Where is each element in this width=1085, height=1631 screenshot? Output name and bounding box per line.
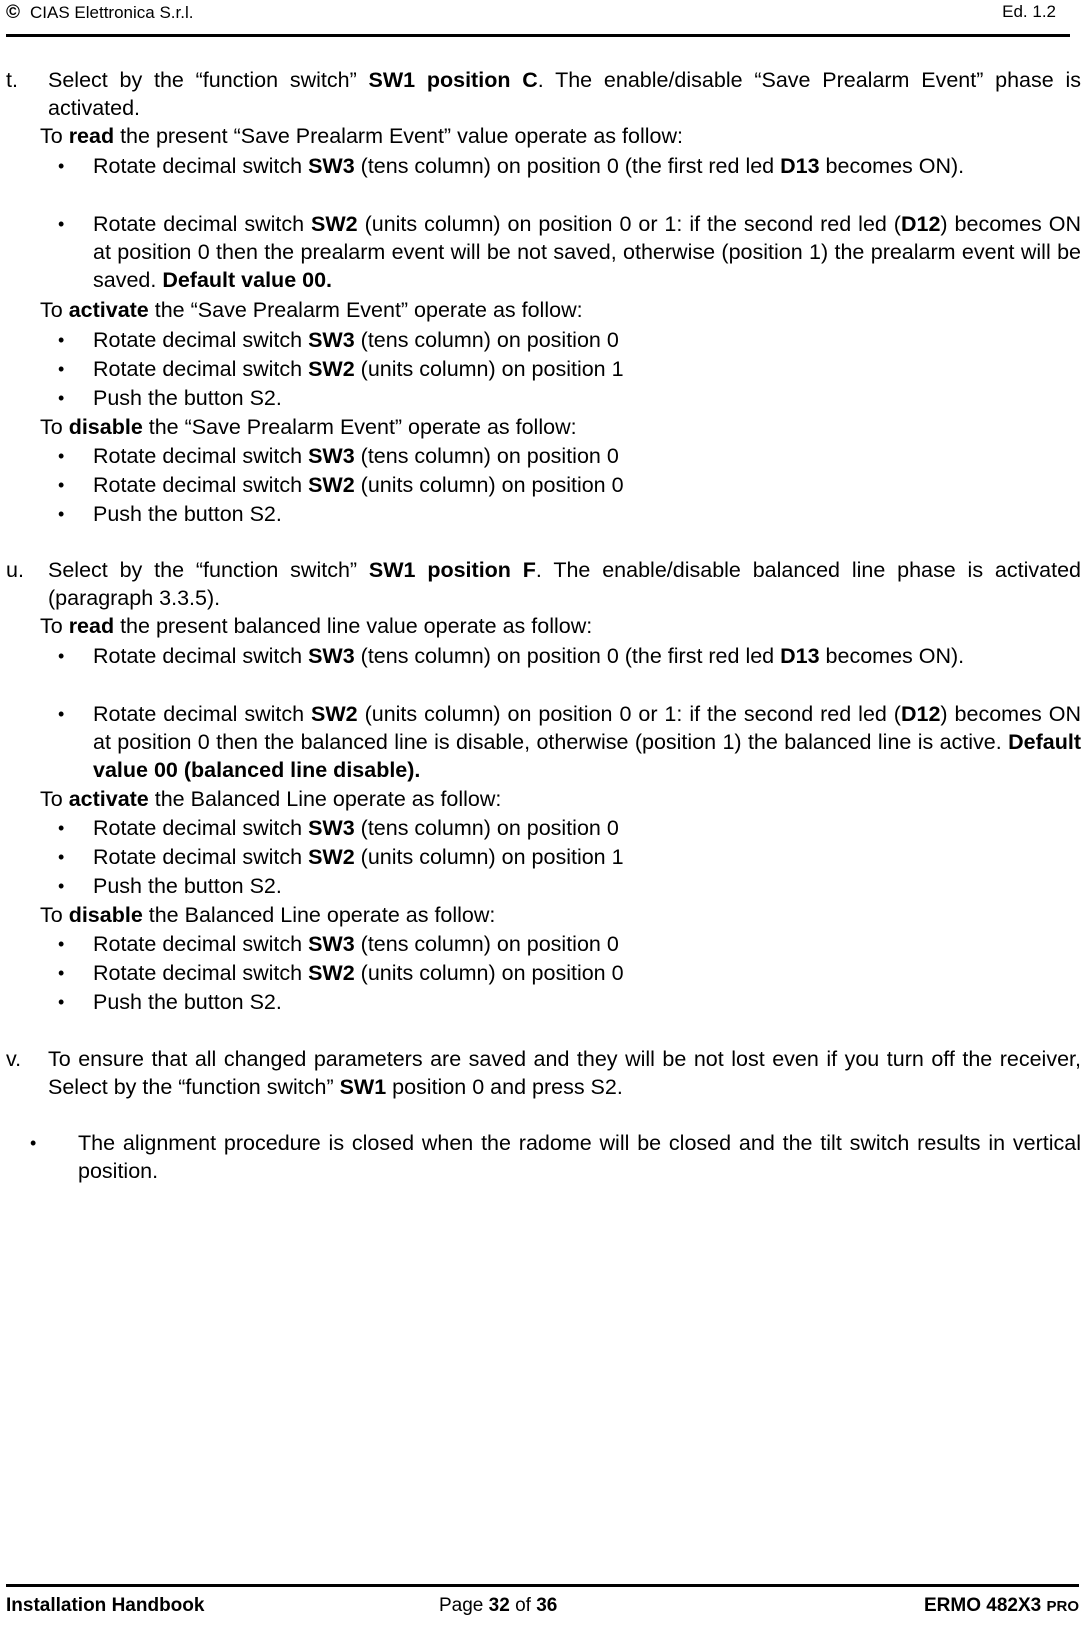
section-u-intro: Select by the “function switch” SW1 position F. The enable/disable balanced line phase is activated (paragraph 3.3.5). bbox=[48, 558, 1081, 610]
section-t-disable-step-1: Rotate decimal switch SW3 (tens column) on position 0 bbox=[93, 444, 619, 468]
section-u-activate-step-1: Rotate decimal switch SW3 (tens column) on position 0 bbox=[93, 816, 619, 840]
bullet-icon: • bbox=[58, 156, 65, 176]
page-header bbox=[6, 0, 1070, 37]
bullet-icon: • bbox=[58, 214, 65, 234]
bullet-icon: • bbox=[58, 388, 65, 408]
bullet-icon: • bbox=[58, 359, 65, 379]
section-t-read-heading: To read the present “Save Prealarm Event” value operate as follow: bbox=[40, 124, 683, 148]
bullet-icon: • bbox=[58, 704, 65, 724]
bullet-icon: • bbox=[58, 818, 65, 838]
closing-text: The alignment procedure is closed when the radome will be closed and the tilt switch results in vertical position. bbox=[78, 1131, 1081, 1183]
bullet-icon: • bbox=[58, 963, 65, 983]
section-u-disable-step-3: Push the button S2. bbox=[93, 990, 282, 1014]
section-t-read-step-2: Rotate decimal switch SW2 (units column) on position 0 or 1: if the second red led (D12) becomes ON at position 0 then the prealarm event will be not saved, otherwise (position 1) the prealarm event will be saved. Default value 00. bbox=[93, 212, 1081, 292]
section-u-disable-step-2: Rotate decimal switch SW2 (units column) on position 0 bbox=[93, 961, 624, 985]
company-name bbox=[6, 2, 193, 24]
section-u-activate-step-3: Push the button S2. bbox=[93, 874, 282, 898]
bullet-icon: • bbox=[58, 446, 65, 466]
section-t-activate-step-3: Push the button S2. bbox=[93, 386, 282, 410]
section-t-marker: t. bbox=[6, 68, 18, 92]
bullet-icon: • bbox=[58, 504, 65, 524]
page-footer bbox=[6, 1584, 1079, 1631]
section-u-read-heading: To read the present balanced line value operate as follow: bbox=[40, 614, 593, 638]
section-t-activate-heading: To activate the “Save Prealarm Event” operate as follow: bbox=[40, 298, 583, 322]
section-v-text: To ensure that all changed parameters are saved and they will be not lost even if you turn off the receiver, Select by the “function switch” SW1 position 0 and press S2. bbox=[48, 1047, 1081, 1099]
bullet-icon: • bbox=[58, 646, 65, 666]
bullet-icon: • bbox=[58, 876, 65, 896]
page-number: Page 32 of 36 bbox=[439, 1595, 558, 1616]
section-u-disable-heading: To disable the Balanced Line operate as follow: bbox=[40, 903, 496, 927]
section-t-intro: Select by the “function switch” SW1 position C. The enable/disable “Save Prealarm Event” phase is activated. bbox=[48, 68, 1081, 120]
company-text: CIAS Elettronica S.r.l. bbox=[30, 3, 194, 22]
section-v-marker: v. bbox=[6, 1047, 22, 1071]
closing-bullet-icon: • bbox=[30, 1133, 37, 1153]
section-u-marker: u. bbox=[6, 558, 24, 582]
bullet-icon: • bbox=[58, 330, 65, 350]
edition-label: Ed. 1.2 bbox=[1002, 2, 1056, 21]
section-t-activate-step-2: Rotate decimal switch SW2 (units column) on position 1 bbox=[93, 357, 624, 381]
section-u-read-step-1: Rotate decimal switch SW3 (tens column) on position 0 (the first red led D13 becomes ON). bbox=[93, 644, 965, 668]
bullet-icon: • bbox=[58, 934, 65, 954]
bullet-icon: • bbox=[58, 475, 65, 495]
section-u-disable-step-1: Rotate decimal switch SW3 (tens column) on position 0 bbox=[93, 932, 619, 956]
section-u-read-step-2: Rotate decimal switch SW2 (units column) on position 0 or 1: if the second red led (D12) becomes ON at position 0 then the balanced line is disable, otherwise (position 1) the balanced line is active. Default value 00 (balanced line disable). bbox=[93, 702, 1081, 782]
section-t-activate-step-1: Rotate decimal switch SW3 (tens column) on position 0 bbox=[93, 328, 619, 352]
section-u-activate-step-2: Rotate decimal switch SW2 (units column) on position 1 bbox=[93, 845, 624, 869]
bullet-icon: • bbox=[58, 992, 65, 1012]
footer-title: Installation Handbook bbox=[6, 1595, 205, 1616]
section-u-activate-heading: To activate the Balanced Line operate as follow: bbox=[40, 787, 502, 811]
section-t-disable-step-2: Rotate decimal switch SW2 (units column) on position 0 bbox=[93, 473, 624, 497]
section-t-read-step-1: Rotate decimal switch SW3 (tens column) on position 0 (the first red led D13 becomes ON). bbox=[93, 154, 965, 178]
bullet-icon: • bbox=[58, 847, 65, 867]
copyright-symbol: © bbox=[6, 2, 20, 23]
section-t-disable-heading: To disable the “Save Prealarm Event” operate as follow: bbox=[40, 415, 577, 439]
section-t-disable-step-3: Push the button S2. bbox=[93, 502, 282, 526]
product-name: ERMO 482X3 PRO bbox=[923, 1595, 1079, 1616]
